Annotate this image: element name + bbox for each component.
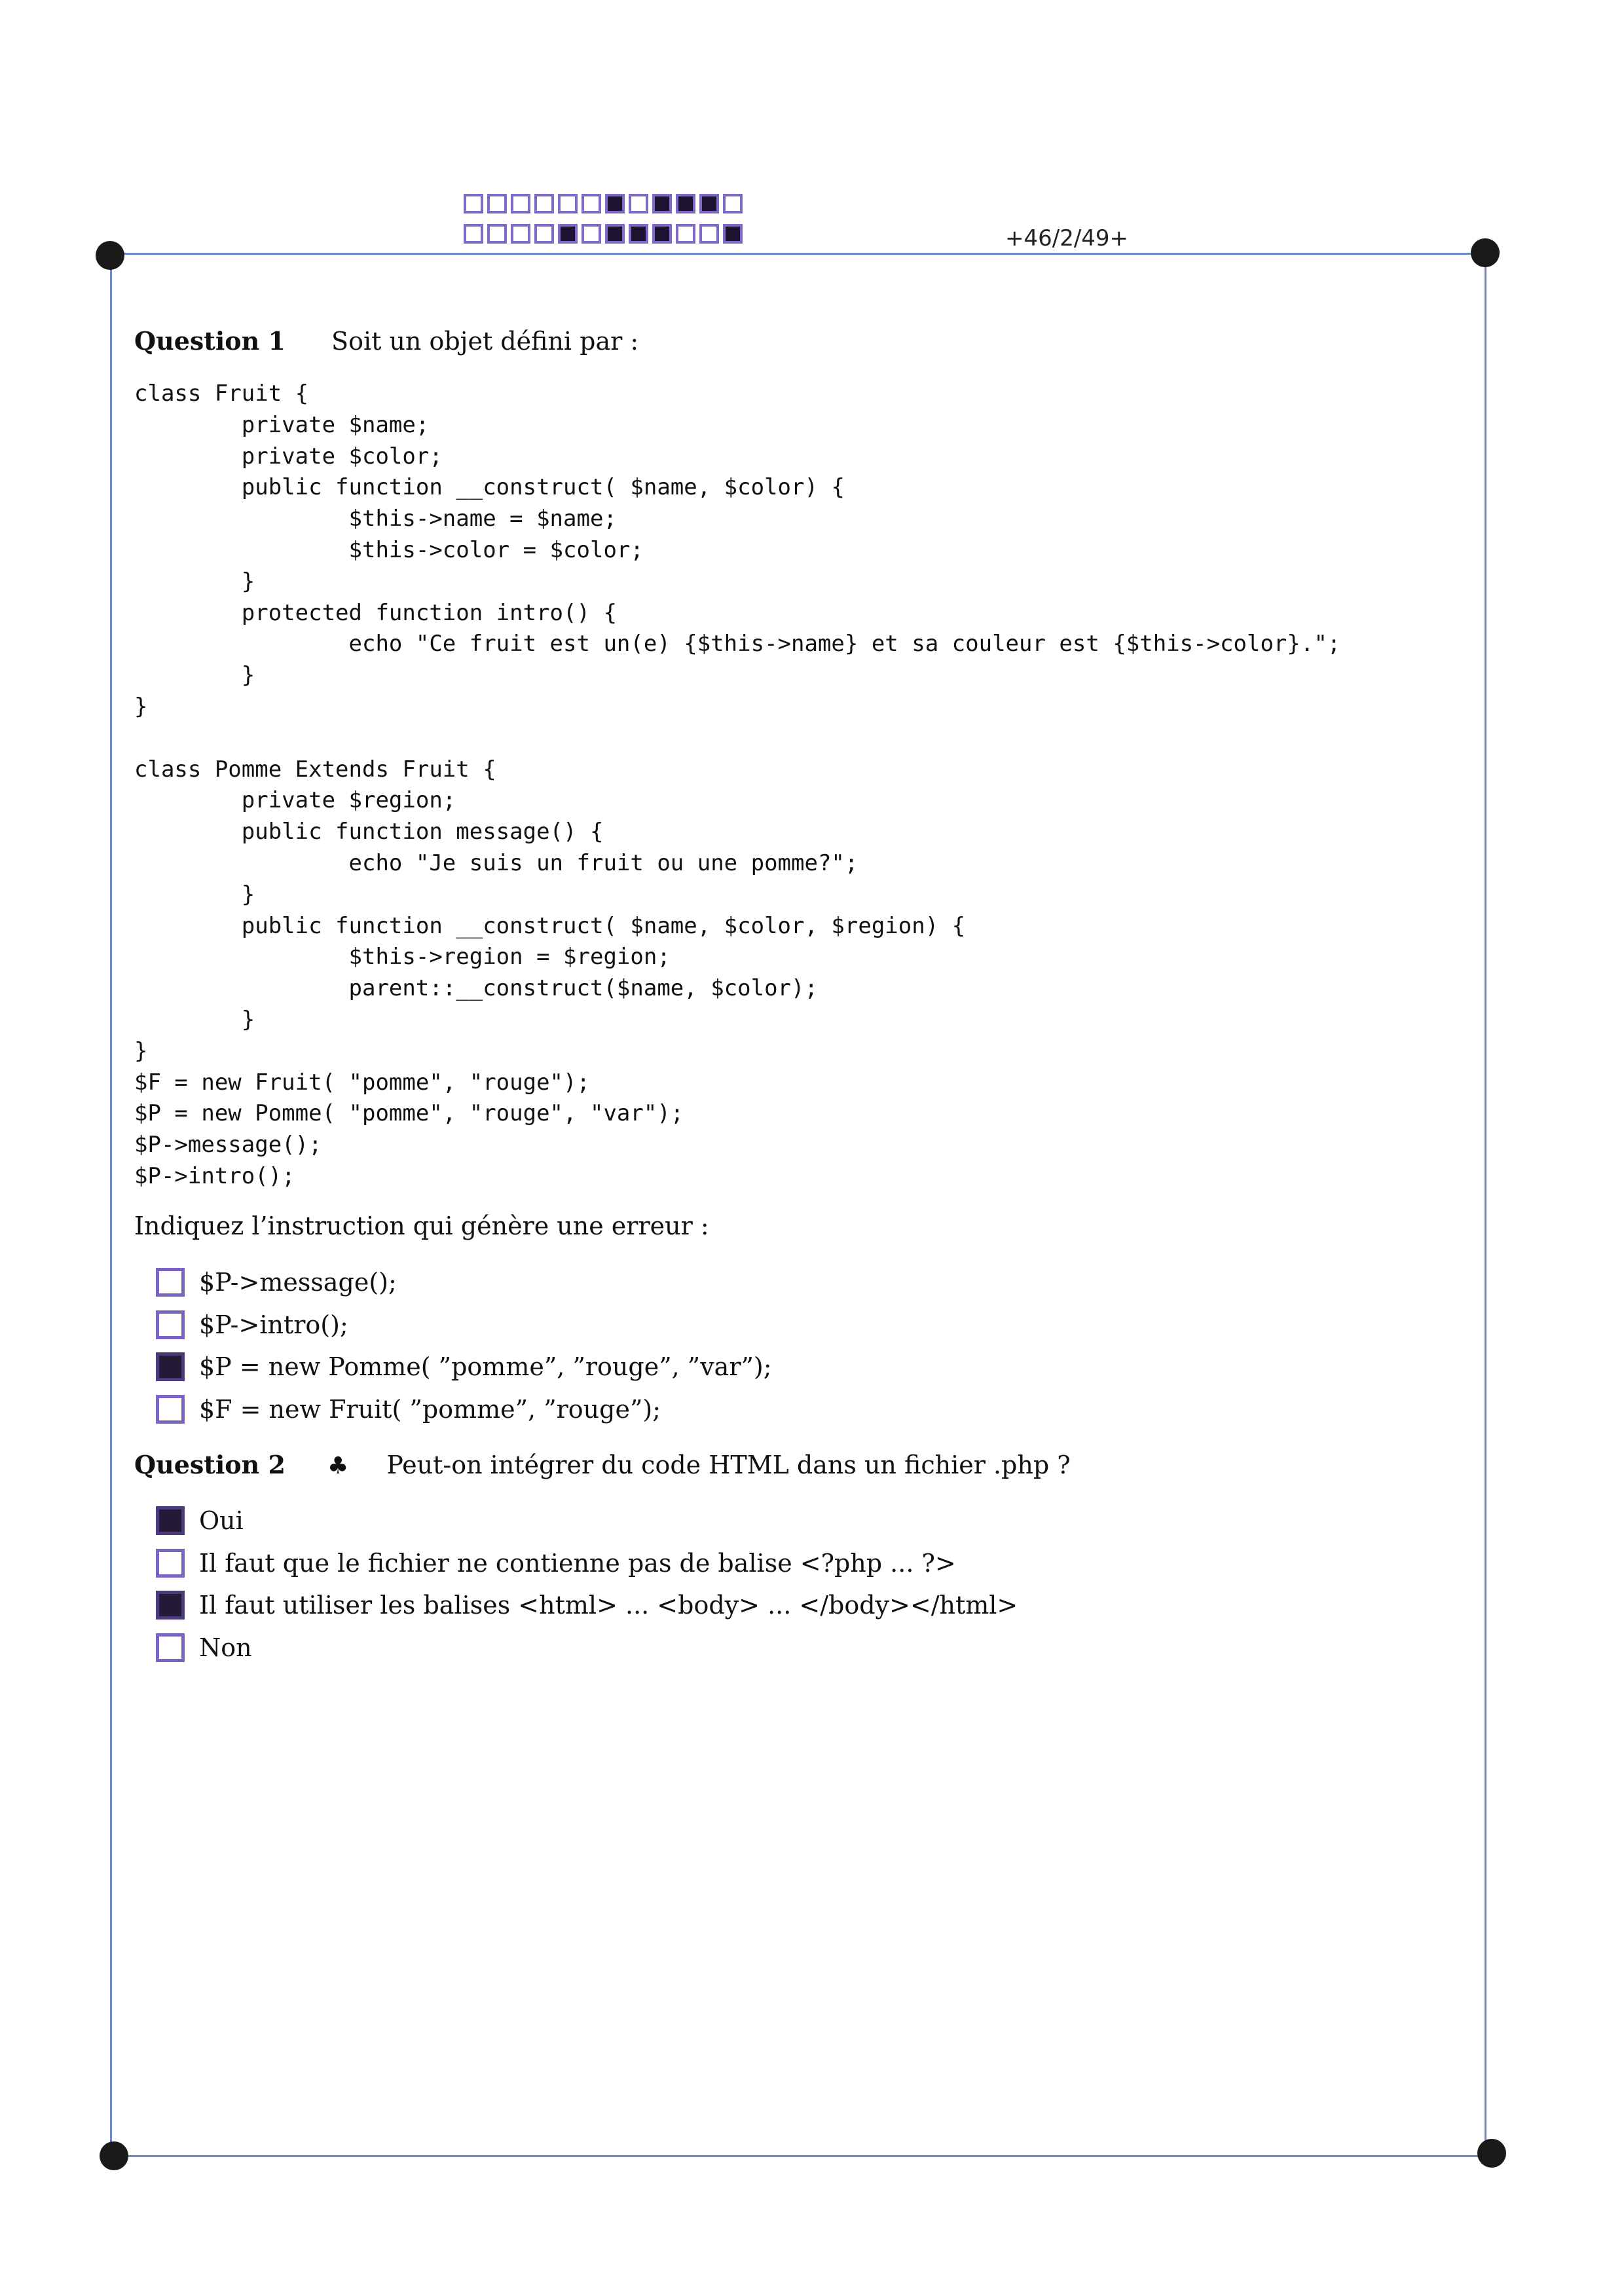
answer-text: Oui bbox=[199, 1506, 244, 1536]
question-2-text: Peut-on intégrer du code HTML dans un fichier .php ? bbox=[386, 1451, 1071, 1479]
answer-checkbox[interactable] bbox=[156, 1268, 185, 1297]
answer-option[interactable] bbox=[156, 1304, 772, 1346]
id-row-1-cell bbox=[605, 194, 625, 213]
answer-option[interactable] bbox=[156, 1388, 772, 1431]
id-row-2-cell bbox=[652, 224, 672, 244]
id-row-2-cell bbox=[464, 224, 483, 244]
answer-option[interactable] bbox=[156, 1261, 772, 1304]
question-2-answers bbox=[156, 1500, 1018, 1669]
id-row-2-cell bbox=[699, 224, 719, 244]
answer-checkbox[interactable] bbox=[156, 1633, 185, 1662]
answer-option[interactable] bbox=[156, 1627, 1018, 1669]
frame-right-border bbox=[1485, 253, 1486, 2156]
id-row-1-cell bbox=[464, 194, 483, 213]
id-row-1-cell bbox=[652, 194, 672, 213]
id-row-2-cell bbox=[605, 224, 625, 244]
question-1-answers bbox=[156, 1261, 772, 1430]
answer-checkbox[interactable] bbox=[156, 1395, 185, 1424]
question-1-label: Question 1 bbox=[134, 326, 286, 356]
id-row-1-cell bbox=[723, 194, 743, 213]
page-code: +46/2/49+ bbox=[1005, 225, 1129, 251]
question-1-text: Soit un objet défini par : bbox=[331, 327, 639, 356]
answer-text: Il faut que le fichier ne contienne pas de balise <?php ... ?> bbox=[199, 1548, 956, 1578]
answer-option[interactable] bbox=[156, 1542, 1018, 1585]
id-row-2-cell bbox=[534, 224, 554, 244]
id-row-2-cell bbox=[676, 224, 695, 244]
frame-bottom-border bbox=[113, 2155, 1490, 2157]
answer-checkbox[interactable] bbox=[156, 1506, 185, 1535]
frame-top-border bbox=[110, 253, 1486, 255]
answer-checkbox[interactable] bbox=[156, 1352, 185, 1381]
student-id-grid-row-2 bbox=[464, 224, 747, 244]
id-row-1-cell bbox=[676, 194, 695, 213]
question-1-code: class Fruit { private $name; private $color; public function __construct( $name, $color) { $this->name = $name; $this->color = $color; } protected function intro() { echo "Ce fruit est un(e) {$this->name} et sa couleur est {$this->color}."; } } class Pomme Extends Fruit { private $region; public function message() { echo "Je suis un fruit ou une pomme?"; } public function __construct( $name, $color, $region) { $this->region = $region; parent::__construct($name, $color); } } $F = new Fruit( "pomme", "rouge"); $P = new Pomme( "pomme", "rouge", "var"); $P->message(); $P->intro(); bbox=[134, 380, 1341, 1189]
student-id-grid-row-1 bbox=[464, 194, 747, 213]
answer-text: Non bbox=[199, 1633, 252, 1662]
id-row-2-cell bbox=[487, 224, 507, 244]
answer-option[interactable] bbox=[156, 1584, 1018, 1627]
id-row-2-cell bbox=[629, 224, 648, 244]
question-2-heading bbox=[134, 1450, 1071, 1479]
id-row-2-cell bbox=[581, 224, 601, 244]
answer-checkbox[interactable] bbox=[156, 1549, 185, 1578]
answer-text: Il faut utiliser les balises <html> ... <body> ... </body></html> bbox=[199, 1591, 1018, 1620]
answer-text: $P->message(); bbox=[199, 1268, 397, 1297]
answer-text: $P = new Pomme( ”pomme”, ”rouge”, ”var”); bbox=[199, 1352, 772, 1382]
answer-checkbox[interactable] bbox=[156, 1591, 185, 1620]
answer-option[interactable] bbox=[156, 1346, 772, 1388]
frame-left-border bbox=[110, 255, 112, 2156]
answer-text: $F = new Fruit( ”pomme”, ”rouge”); bbox=[199, 1394, 661, 1424]
id-row-1-cell bbox=[487, 194, 507, 213]
question-2-label: Question 2 bbox=[134, 1450, 286, 1479]
answer-option[interactable] bbox=[156, 1500, 1018, 1542]
id-row-1-cell bbox=[699, 194, 719, 213]
id-row-1-cell bbox=[534, 194, 554, 213]
id-row-1-cell bbox=[558, 194, 578, 213]
corner-marker-bottom-right bbox=[1477, 2139, 1506, 2168]
question-1-heading bbox=[134, 326, 638, 356]
id-row-1-cell bbox=[629, 194, 648, 213]
id-row-1-cell bbox=[581, 194, 601, 213]
corner-marker-top-right bbox=[1471, 238, 1500, 267]
id-row-1-cell bbox=[511, 194, 530, 213]
corner-marker-bottom-left bbox=[100, 2141, 128, 2170]
id-row-2-cell bbox=[511, 224, 530, 244]
club-icon: ♣ bbox=[327, 1453, 349, 1479]
corner-marker-top-left bbox=[96, 241, 124, 270]
id-row-2-cell bbox=[558, 224, 578, 244]
question-1-prompt: Indiquez l’instruction qui génère une erreur : bbox=[134, 1212, 709, 1240]
answer-text: $P->intro(); bbox=[199, 1310, 348, 1339]
id-row-2-cell bbox=[723, 224, 743, 244]
answer-checkbox[interactable] bbox=[156, 1310, 185, 1339]
